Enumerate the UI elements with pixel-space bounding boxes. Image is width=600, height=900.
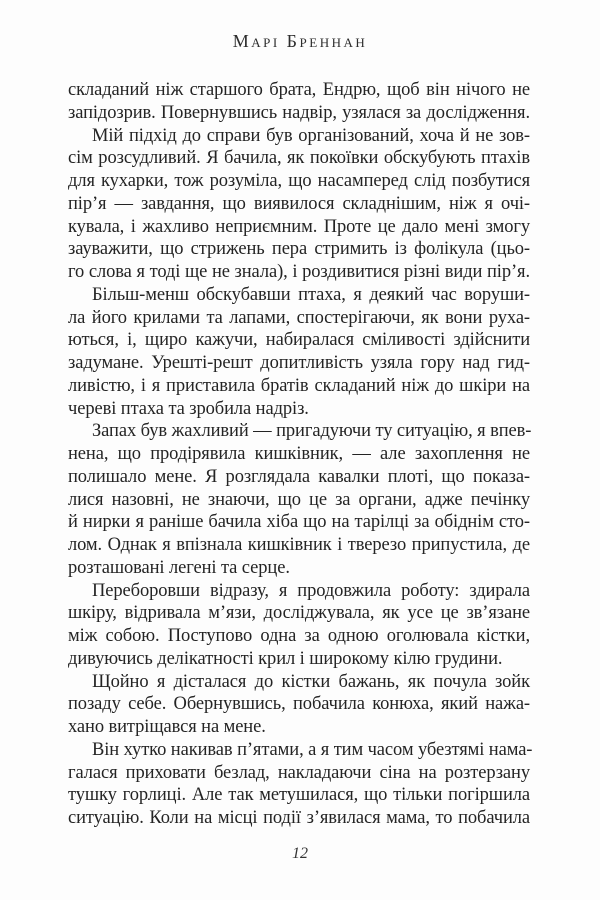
text-line: пір’я — завдання, що виявилося складнішим, ніж я очі- (68, 193, 530, 214)
text-line: Більш-менш обскубавши птаха, я деякий час воруши- (92, 284, 530, 305)
text-line: нена, що продірявила кишківник, — але захоплення не (68, 444, 530, 464)
text-line: запідозрив. Повернувшись надвір, узялася за дослідження. (68, 102, 530, 123)
text-line: тушку горлиці. Але так метушилася, що тільки погіршила (68, 785, 530, 806)
text-line: галася приховати безлад, накладаючи сіна на розтерзану (68, 762, 530, 783)
text-line: полишало мене. Я розглядала кавалки плоті, що показа- (68, 466, 530, 487)
text-line: й нирки я раніше бачила хіба що на тарілці за обіднім сто- (68, 512, 530, 533)
text-line: лися назовні, не знаючи, що це за органи, адже печінку (68, 489, 530, 510)
text-line: череві птаха та зробила надріз. (68, 398, 309, 419)
text-line: хано витріщався на мене. (68, 717, 266, 737)
text-line: зауважити, що стрижень пера стримить із фолікула (цьо- (68, 239, 530, 260)
text-line: лом. Однак я впізнала кишківник і тверезо припустила, де (68, 535, 530, 555)
text-line: ливістю, і я приставила братів складаний ніж до шкіри на (68, 375, 530, 396)
text-line: Переборовши відразу, я продовжила роботу: здирала (92, 580, 530, 601)
text-line: позаду себе. Обернувшись, побачила конюха, який нажа- (68, 694, 530, 715)
page-text (68, 79, 533, 830)
running-head-author: Марі Бреннан (232, 31, 368, 51)
text-line: дивуючись делікатності крил і широкому кілю грудини. (68, 648, 503, 669)
text-line: для кухарки, тож розуміла, що насамперед слід позбутися (68, 171, 530, 191)
text-line: го слова я тоді ще не знала), і роздивитися різні види пір’я. (68, 262, 530, 282)
text-line: задумане. Урешті-решт допитливість узяла гору над гид- (68, 353, 530, 373)
text-line: між собою. Поступово одна за одною оголювала кістки, (68, 626, 530, 646)
text-line: розташовані легені та серце. (68, 557, 290, 578)
text-line: Щойно я дісталася до кістки бажань, як почула зойк (92, 671, 530, 692)
text-line: кувала, і жахливо неприємним. Проте це дало мені змогу (68, 216, 530, 237)
text-line: ються, і, щиро кажучи, набиралася сміливості здійснити (68, 330, 530, 351)
text-line: шкіру, відривала м’язи, досліджувала, як усе це зв’язане (68, 603, 530, 624)
text-line: Запах був жахливий — пригадуючи ту ситуацію, я впев- (92, 421, 532, 442)
text-line: ла його крилами та лапами, спостерігаючи, як вони руха- (68, 307, 530, 328)
page-number: 12 (292, 845, 308, 862)
text-line: Він хутко накивав п’ятами, а я тим часом убезтямі нама- (92, 739, 533, 760)
text-line: складаний ніж старшого брата, Ендрю, щоб він нічого не (68, 80, 530, 100)
text-line: сім розсудливий. Я бачила, як покоївки обскубують птахів (68, 148, 530, 169)
text-line: ситуацію. Коли на місці події з’явилася мама, то побачила (68, 808, 530, 828)
text-line: Мій підхід до справи був організований, хоча й не зов- (92, 125, 530, 146)
